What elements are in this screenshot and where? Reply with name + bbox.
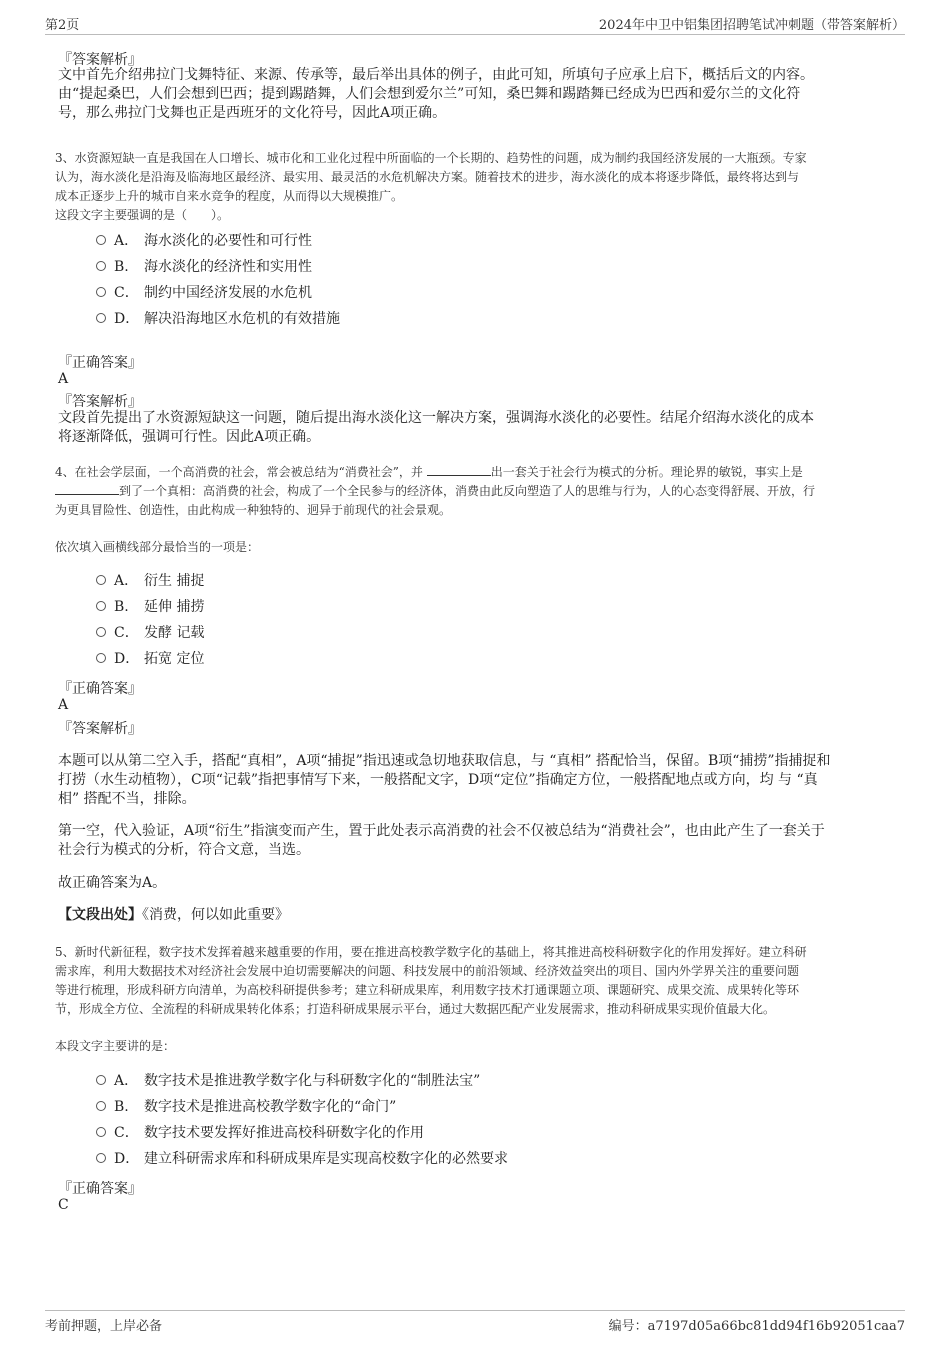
radio-icon[interactable] [96, 1127, 106, 1137]
page-number: 第2页 [45, 18, 80, 33]
q2-analysis [58, 66, 898, 123]
q2-analysis-label: 『答案解析』 [58, 52, 142, 68]
q4-analysis-para1: 本题可以从第二空入手，搭配“真相”，A项“捕捉”指迅速或急切地获取信息，与 “真相” 搭配恰当，保留。B项“捕捞”指捕捉和 打捞（水生动植物），C项“记载”指把事情写下来，一般搭配文字，D项“定位”指确定方位，一般搭配地点或方向，均 与 “真 相” 搭配不当，排除。 [58, 753, 831, 807]
footer-slogan: 考前押题，上岸必备 [45, 1319, 163, 1334]
radio-icon[interactable] [96, 627, 106, 637]
q5-stem: 5、新时代新征程，数字技术发挥着越来越重要的作用，要在推进高校教学数字化的基础上，将其推进高校科研数字化的作用发挥好。建立科研 需求库，利用大数据技术对经济社会发展中迫切需要解决的问题、科技发展中的前沿领域、经济效益突出的项目、国内外学界关注的重要问题 等进行梳理，形成科研方向清单，为高校科研提供参考；建立科研成果库，利用数字技术打通课题立项、课题研究、成果交流、成果转化等环 节，形成全方位、全流程的科研成果转化体系；打造科研成果展示平台，通过大数据匹配产业发展需求，推动科研成果实现价值最大化。 [55, 945, 807, 1016]
q4-option-b[interactable]: B. 延伸 捕捞 [96, 597, 204, 617]
radio-icon[interactable] [96, 1101, 106, 1111]
q5-option-d[interactable]: D． 建立科研需求库和科研成果库是实现高校数字化的必然要求 [96, 1149, 508, 1169]
q3-options [96, 231, 340, 329]
radio-icon[interactable] [96, 1153, 106, 1163]
q3-stem [55, 149, 905, 225]
q4-analysis-label: 『答案解析』 [58, 721, 142, 737]
q3-stem-line: 3、水资源短缺一直是我国在人口增长、城市化和工业化过程中所面临的一个长期的、趋势性的问题，成为制约我国经济发展的一大瓶颈。专家 [55, 151, 807, 165]
q5-answer-label: 『正确答案』 [58, 1181, 142, 1197]
q3-stem-line: 成本正逐步上升的城市自来水竞争的程度，从而得以大规模推广。 [55, 189, 404, 203]
q5-prompt: 本段文字主要讲的是： [55, 1039, 176, 1053]
q3-analysis [58, 409, 898, 447]
q4-answer: A [58, 697, 69, 713]
q3-option-c[interactable]: C． 制约中国经济发展的水危机 [96, 283, 340, 303]
q2-analysis-line: 号，那么弗拉门戈舞也正是西班牙的文化符号，因此A项正确。 [58, 105, 447, 121]
q3-analysis-line: 将逐渐降低，强调可行性。因此A项正确。 [58, 429, 321, 445]
q2-analysis-line: 由“提起桑巴，人们会想到巴西；提到踢踏舞，人们会想到爱尔兰”可知，桑巴舞和踢踏舞已经成为巴西和爱尔兰的文化符 [58, 86, 801, 102]
q4-option-c[interactable]: C． 发酵 记载 [96, 623, 204, 643]
fill-blank-2 [55, 482, 119, 495]
q3-stem-line: 这段文字主要强调的是（ ）。 [55, 208, 230, 222]
q2-analysis-line: 文中首先介绍弗拉门戈舞特征、来源、传承等，最后举出具体的例子，由此可知，所填句子应承上启下，概括后文的内容。 [58, 67, 814, 83]
q3-option-b[interactable]: B. 海水淡化的经济性和实用性 [96, 257, 340, 277]
q3-stem-line: 认为，海水淡化是沿海及临海地区最经济、最实用、最灵活的水危机解决方案。随着技术的进步，海水淡化的成本将逐步降低，最终将达到与 [55, 170, 800, 184]
radio-icon[interactable] [96, 235, 106, 245]
page-header [45, 14, 905, 35]
radio-icon[interactable] [96, 287, 106, 297]
radio-icon[interactable] [96, 575, 106, 585]
q5-answer: C [58, 1197, 69, 1213]
radio-icon[interactable] [96, 1075, 106, 1085]
radio-icon[interactable] [96, 601, 106, 611]
radio-icon[interactable] [96, 313, 106, 323]
q3-option-d[interactable]: D． 解决沿海地区水危机的有效措施 [96, 309, 340, 329]
document-id: 编号：a7197d05a66bc81dd94f16b92051caa7 [608, 1319, 905, 1334]
q3-answer: A [58, 371, 69, 387]
q5-options [96, 1071, 508, 1169]
q4-analysis-para2: 第一空，代入验证，A项“衍生”指演变而产生，置于此处表示高消费的社会不仅被总结为“消费社会”，也由此产生了一套关于 社会行为模式的分析，符合文意，当选。 [58, 823, 825, 858]
q3-option-a[interactable]: A． 海水淡化的必要性和可行性 [96, 231, 340, 251]
q5-option-a[interactable]: A． 数字技术是推进教学数字化与科研数字化的“制胜法宝” [96, 1071, 508, 1091]
q4-options [96, 571, 204, 669]
q3-analysis-line: 文段首先提出了水资源短缺这一问题，随后提出海水淡化这一解决方案，强调海水淡化的必要性。结尾介绍海水淡化的成本 [58, 410, 814, 426]
radio-icon[interactable] [96, 653, 106, 663]
q4-answer-label: 『正确答案』 [58, 681, 142, 697]
q4-analysis-para3: 故正确答案为A。 [58, 875, 167, 891]
q4-source: 【文段出处】《消费，何以如此重要》 [58, 907, 289, 923]
q4-option-a[interactable]: A． 衍生 捕捉 [96, 571, 204, 591]
fill-blank-1 [427, 463, 491, 476]
q5-option-c[interactable]: C． 数字技术要发挥好推进高校科研数字化的作用 [96, 1123, 508, 1143]
q5-option-b[interactable]: B. 数字技术是推进高校教学数字化的“命门” [96, 1097, 508, 1117]
page-footer [45, 1310, 905, 1337]
q3-analysis-label: 『答案解析』 [58, 394, 142, 410]
q4-prompt: 依次填入画横线部分最恰当的一项是： [55, 540, 260, 554]
q4-stem: 4、在社会学层面，一个高消费的社会，常会被总结为“消费社会”，并 出一套关于社会行为模式的分析。理论界的敏锐，事实上是 到了一个真相：高消费的社会，构成了一个全民参与的经济体，消费由此反向塑造了人的思维与行为，人的心态变得舒展、开放，行 为更具冒险性、创造性，由此构成一种独特的、迥异于前现代的社会景观。 [55, 465, 816, 517]
radio-icon[interactable] [96, 261, 106, 271]
q4-option-d[interactable]: D． 拓宽 定位 [96, 649, 204, 669]
document-title: 2024年中卫中铝集团招聘笔试冲刺题（带答案解析） [598, 18, 905, 33]
q3-answer-label: 『正确答案』 [58, 355, 142, 371]
